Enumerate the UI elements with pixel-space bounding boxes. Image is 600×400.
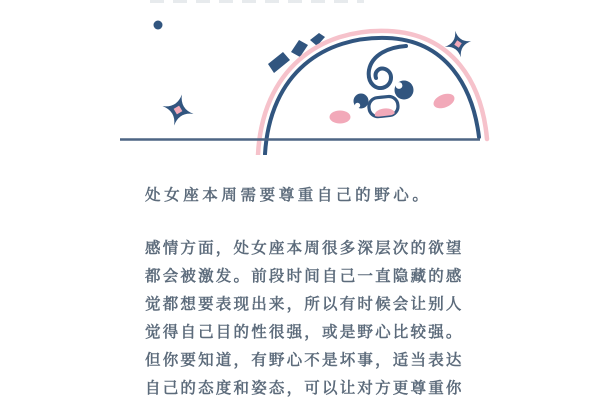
peeking-face-illustration bbox=[258, 31, 487, 155]
body-line: 感情方面，处女座本周很多深层次的欲望 bbox=[145, 240, 464, 257]
article-headline: 处女座本周需要尊重自己的野心。 bbox=[145, 187, 432, 204]
eye-left bbox=[354, 94, 369, 109]
body-line: 但你要知道，有野心不是坏事，适当表达 bbox=[145, 352, 464, 369]
blush-left bbox=[330, 111, 351, 124]
shine-rays-icon bbox=[268, 33, 325, 73]
blush-right bbox=[431, 91, 456, 111]
head-outline-pink bbox=[258, 31, 487, 155]
sparkle-icon-left bbox=[159, 91, 198, 130]
body-line: 自己的态度和姿态，可以让对方更尊重你 bbox=[145, 380, 464, 397]
peeking-character-illustration bbox=[0, 0, 600, 170]
dot-icon bbox=[154, 21, 163, 30]
article-body bbox=[145, 235, 464, 400]
sparkle-icon-right bbox=[442, 28, 474, 60]
eye-right bbox=[395, 81, 414, 100]
body-line: 觉得自己目的性很强，或是野心比较强。 bbox=[145, 324, 464, 341]
body-line: 都会被激发。前段时间自己一直隐藏的感 bbox=[145, 268, 464, 285]
body-line: 觉都想要表现出来，所以有时候会让别人 bbox=[145, 296, 464, 313]
mouth bbox=[368, 96, 399, 121]
